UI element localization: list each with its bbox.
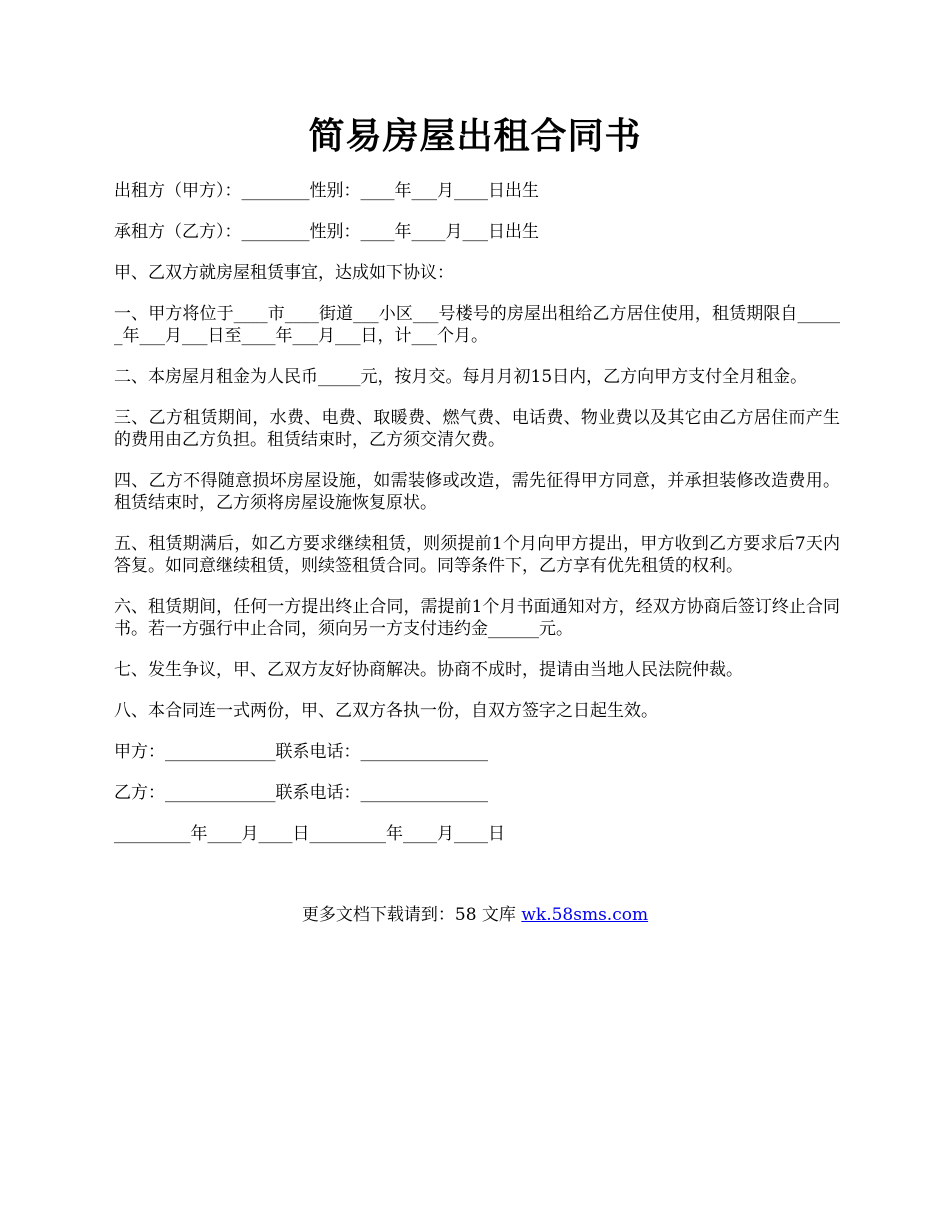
lessor-line: 出租方（甲方）：________性别：____年___月____日出生: [114, 181, 539, 201]
clause-3: 三、乙方租赁期间，水费、电费、取暖费、燃气费、电话费、物业费以及其它由乙方居住而产生的费用由乙方负担。租赁结束时，乙方须交清欠费。: [114, 408, 840, 450]
footer-link[interactable]: wk.58sms.com: [521, 905, 649, 925]
document-body: [114, 180, 840, 864]
document-title: 简易房屋出租合同书: [308, 115, 642, 157]
clause-5: 五、租赁期满后，如乙方要求继续租赁，则须提前1个月向甲方提出，甲方收到乙方要求后7天内答复。如同意继续租赁，则续签租赁合同。同等条件下，乙方享有优先租赁的权利。: [114, 534, 840, 576]
party-a-signature: 甲方：_____________联系电话：_______________: [114, 742, 488, 762]
lessee-line: 承租方（乙方）：________性别：____年____月___日出生: [114, 222, 539, 242]
clause-2: 二、本房屋月租金为人民币_____元，按月交。每月月初15日内，乙方向甲方支付全月租金。: [114, 367, 808, 387]
clause-6: 六、租赁期间，任何一方提出终止合同，需提前1个月书面通知对方，经双方协商后签订终止合同书。若一方强行中止合同，须向另一方支付违约金______元。: [114, 597, 840, 639]
clause-8: 八、本合同连一式两份，甲、乙双方各执一份，自双方签字之日起生效。: [114, 701, 658, 721]
clause-1: 一、甲方将位于____市____街道___小区___号楼号的房屋出租给乙方居住使用，租赁期限自______年___月___日至____年___月___日，计___个月。: [114, 304, 840, 346]
party-b-signature: 乙方：_____________联系电话：_______________: [114, 783, 488, 803]
clause-4: 四、乙方不得随意损坏房屋设施，如需装修或改造，需先征得甲方同意，并承担装修改造费用。租赁结束时，乙方须将房屋设施恢复原状。: [114, 471, 840, 513]
footer-prefix: 更多文档下载请到：58 文库: [301, 905, 522, 925]
download-footer: [0, 904, 950, 926]
signing-date-line: _________年____月____日_________年____月____日: [114, 824, 505, 844]
agreement-intro: 甲、乙双方就房屋租赁事宜，达成如下协议：: [114, 263, 454, 283]
clause-7: 七、发生争议，甲、乙双方友好协商解决。协商不成时，提请由当地人民法院仲裁。: [114, 660, 743, 680]
